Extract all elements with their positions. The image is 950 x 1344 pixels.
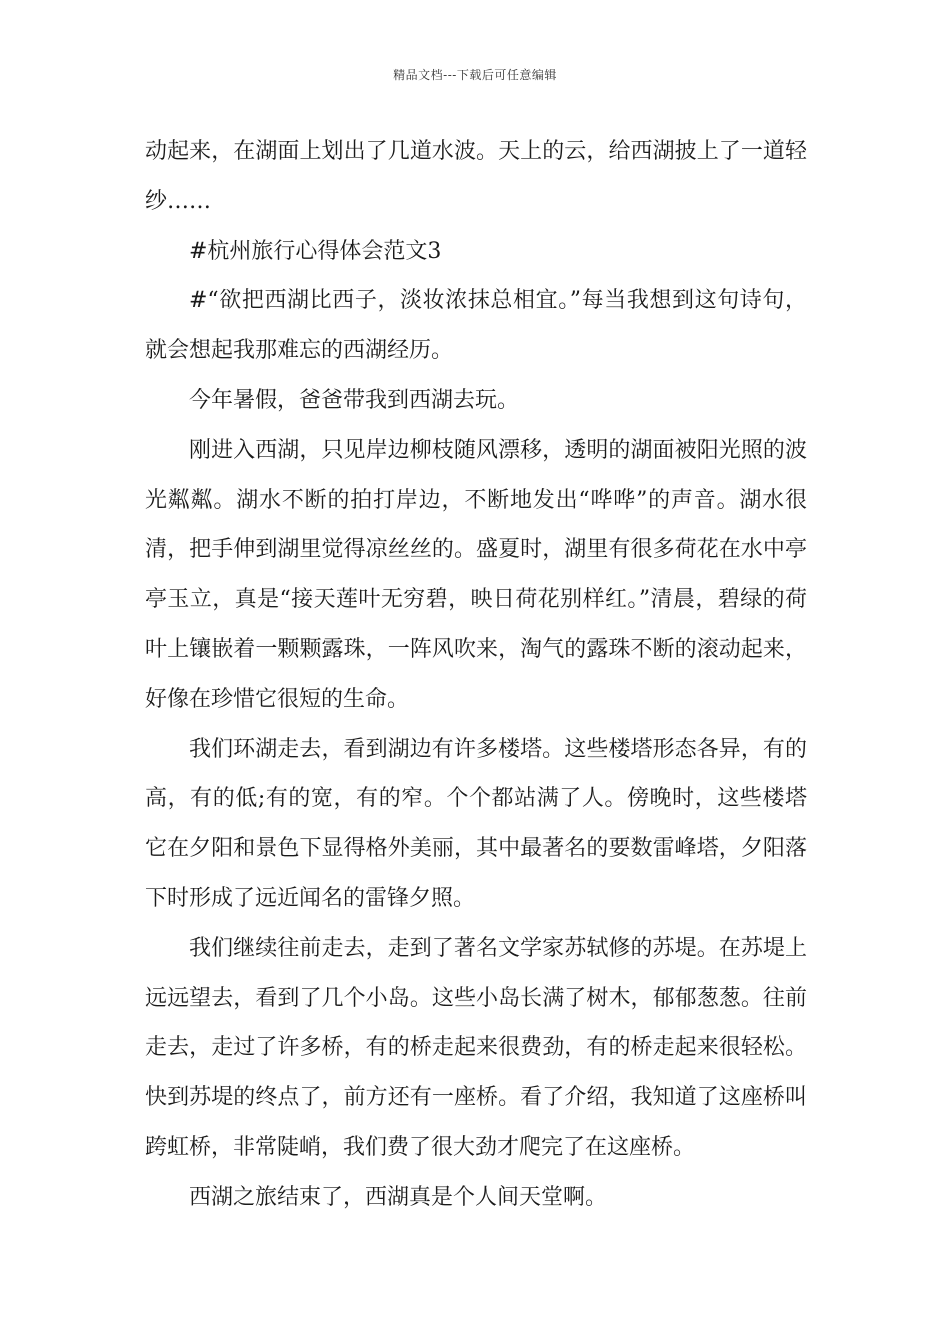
paragraph-3: #“欲把西湖比西子，淡妆浓抹总相宜。”每当我想到这句诗句，就会想起我那难忘的西湖经历。	[145, 288, 807, 364]
paragraph-7: 我们继续往前走去，走到了著名文学家苏轼修的苏堤。在苏堤上远远望去，看到了几个小岛。这些小岛长满了树木，郁郁葱葱。往前走去，走过了许多桥，有的桥走起来很费劲，有的桥走起来很轻松。快到苏堤的终点了，前方还有一座桥。看了介绍，我知道了这座桥叫跨虹桥，非常陡峭，我们费了很大劲才爬完了在这座桥。	[145, 935, 807, 1160]
section-heading: #杭州旅行心得体会范文3	[189, 238, 442, 264]
paragraph-5: 刚进入西湖，只见岸边柳枝随风漂移，透明的湖面被阳光照的波光粼粼。湖水不断的拍打岸边，不断地发出“哗哗”的声音。湖水很清，把手伸到湖里觉得凉丝丝的。盛夏时，湖里有很多荷花在水中亭亭玉立，真是“接天莲叶无穷碧，映日荷花别样红。”清晨，碧绿的荷叶上镶嵌着一颗颗露珠，一阵风吹来，淘气的露珠不断的滚动起来，好像在珍惜它很短的生命。	[145, 437, 807, 712]
document-body	[145, 127, 807, 1223]
paragraph-6: 我们环湖走去，看到湖边有许多楼塔。这些楼塔形态各异，有的高，有的低;有的宽，有的窄。个个都站满了人。傍晚时，这些楼塔它在夕阳和景色下显得格外美丽，其中最著名的要数雷峰塔，夕阳落下时形成了远近闻名的雷锋夕照。	[145, 736, 807, 911]
paragraph-4: 今年暑假，爸爸带我到西湖去玩。	[189, 387, 520, 413]
paragraph-8: 西湖之旅结束了，西湖真是个人间天堂啊。	[189, 1184, 608, 1210]
page-header: 精品文档---下载后可任意编辑	[393, 68, 557, 82]
paragraph-1: 动起来，在湖面上划出了几道水波。天上的云，给西湖披上了一道轻纱……	[145, 139, 807, 214]
